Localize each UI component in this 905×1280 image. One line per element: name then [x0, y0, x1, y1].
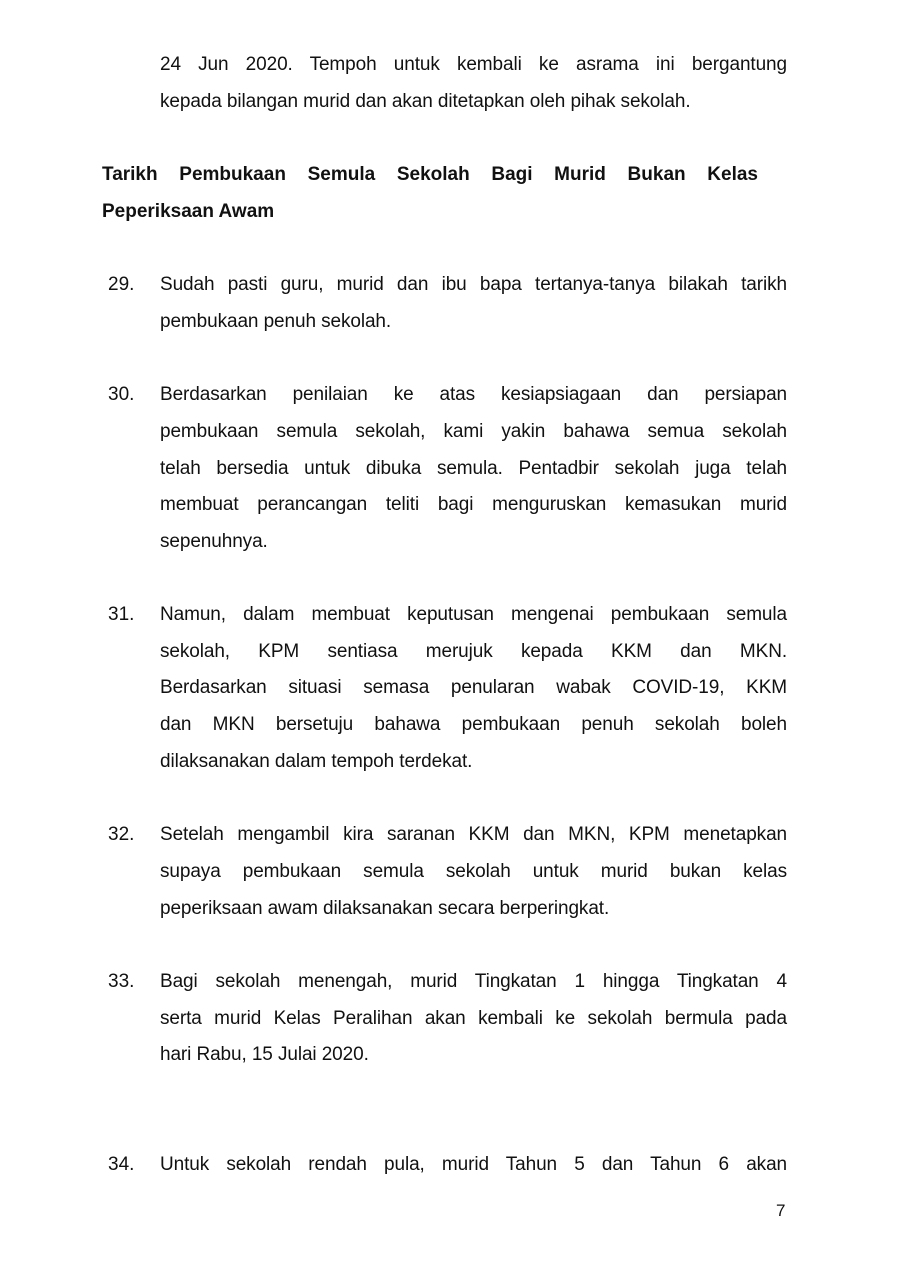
text-line: supaya pembukaan semula sekolah untuk murid bukan kelas	[160, 861, 787, 882]
text-line: Bagi sekolah menengah, murid Tingkatan 1 hingga Tingkatan 4	[160, 971, 787, 992]
text-line: pembukaan semula sekolah, kami yakin bahawa semua sekolah	[160, 421, 787, 442]
text-line: 24 Jun 2020. Tempoh untuk kembali ke asrama ini bergantung	[160, 54, 787, 75]
heading-line: Peperiksaan Awam	[102, 201, 275, 222]
text-line: sekolah, KPM sentiasa merujuk kepada KKM dan MKN.	[160, 641, 787, 662]
text-line: serta murid Kelas Peralihan akan kembali ke sekolah bermula pada	[160, 1008, 787, 1029]
text-line: hari Rabu, 15 Julai 2020.	[160, 1044, 369, 1065]
text-line: membuat perancangan teliti bagi menguruskan kemasukan murid	[160, 494, 787, 515]
paragraph-number: 31.	[108, 604, 135, 625]
heading-line: Tarikh Pembukaan Semula Sekolah Bagi Murid Bukan Kelas	[102, 164, 758, 185]
paragraph-number: 30.	[108, 384, 135, 405]
text-line: Setelah mengambil kira saranan KKM dan MKN, KPM menetapkan	[160, 824, 787, 845]
text-line: Untuk sekolah rendah pula, murid Tahun 5 dan Tahun 6 akan	[160, 1154, 787, 1175]
text-line: kepada bilangan murid dan akan ditetapkan oleh pihak sekolah.	[160, 91, 691, 112]
page-number: 7	[776, 1201, 786, 1220]
text-line: peperiksaan awam dilaksanakan secara berperingkat.	[160, 898, 610, 919]
text-line: pembukaan penuh sekolah.	[160, 311, 392, 332]
text-line: Berdasarkan penilaian ke atas kesiapsiagaan dan persiapan	[160, 384, 787, 405]
text-line: Berdasarkan situasi semasa penularan wabak COVID-19, KKM	[160, 677, 787, 698]
paragraph-number: 33.	[108, 971, 135, 992]
text-line: telah bersedia untuk dibuka semula. Pentadbir sekolah juga telah	[160, 458, 787, 479]
paragraph-number: 34.	[108, 1154, 135, 1175]
text-line: dan MKN bersetuju bahawa pembukaan penuh sekolah boleh	[160, 714, 787, 735]
text-line: Sudah pasti guru, murid dan ibu bapa tertanya-tanya bilakah tarikh	[160, 274, 787, 295]
paragraph-number: 29.	[108, 274, 135, 295]
text-line: dilaksanakan dalam tempoh terdekat.	[160, 751, 473, 772]
text-line: sepenuhnya.	[160, 531, 268, 552]
paragraph-number: 32.	[108, 824, 135, 845]
text-line: Namun, dalam membuat keputusan mengenai pembukaan semula	[160, 604, 787, 625]
